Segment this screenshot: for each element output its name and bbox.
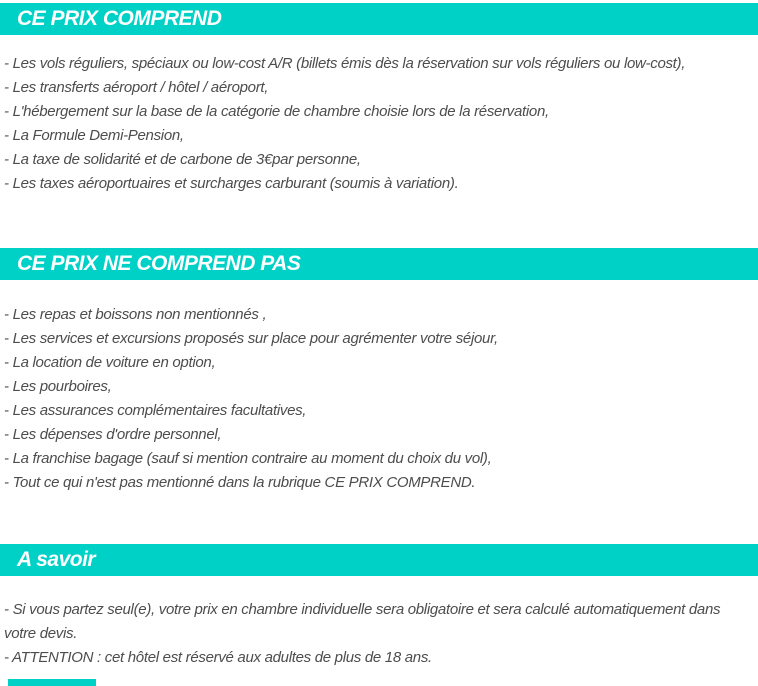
section-title: CE PRIX COMPREND bbox=[17, 7, 222, 30]
list-item: - Les dépenses d'ordre personnel, bbox=[4, 426, 222, 443]
list-item: - Les taxes aéroportuaires et surcharges carburant (soumis à variation). bbox=[4, 175, 459, 192]
list-item: - Les assurances complémentaires facultatives, bbox=[4, 402, 307, 419]
price-info-page bbox=[0, 3, 758, 670]
price-excludes-list bbox=[0, 303, 758, 495]
list-item: - Les repas et boissons non mentionnés , bbox=[4, 306, 267, 323]
list-item: - La taxe de solidarité et de carbone de 3€par personne, bbox=[4, 151, 361, 168]
list-item: - Les transferts aéroport / hôtel / aéroport, bbox=[4, 79, 269, 96]
section-title: CE PRIX NE COMPREND PAS bbox=[17, 252, 301, 275]
list-item: - Les services et excursions proposés sur place pour agrémenter votre séjour, bbox=[4, 330, 498, 347]
price-includes-list bbox=[0, 52, 758, 196]
list-item: - L'hébergement sur la base de la catégorie de chambre choisie lors de la réservation, bbox=[4, 103, 549, 120]
to-know-list bbox=[0, 598, 758, 670]
list-item: - La franchise bagage (sauf si mention contraire au moment du choix du vol), bbox=[4, 450, 492, 467]
section-header-price-includes bbox=[0, 3, 758, 35]
list-item: - La Formule Demi-Pension, bbox=[4, 127, 184, 144]
section-header-price-excludes bbox=[0, 248, 758, 280]
section-title: A savoir bbox=[17, 548, 96, 571]
list-item: - Si vous partez seul(e), votre prix en chambre individuelle sera obligatoire et sera calculé automatiquement dans votre devis. bbox=[4, 601, 721, 642]
list-item: - La location de voiture en option, bbox=[4, 354, 216, 371]
list-item: - Tout ce qui n'est pas mentionné dans la rubrique CE PRIX COMPREND. bbox=[4, 474, 476, 491]
list-item: - Les vols réguliers, spéciaux ou low-cost A/R (billets émis dès la réservation sur vols réguliers ou low-cost), bbox=[4, 55, 686, 72]
section-header-to-know bbox=[0, 544, 758, 576]
list-item: - Les pourboires, bbox=[4, 378, 112, 395]
list-item: - ATTENTION : cet hôtel est réservé aux adultes de plus de 18 ans. bbox=[4, 649, 432, 666]
